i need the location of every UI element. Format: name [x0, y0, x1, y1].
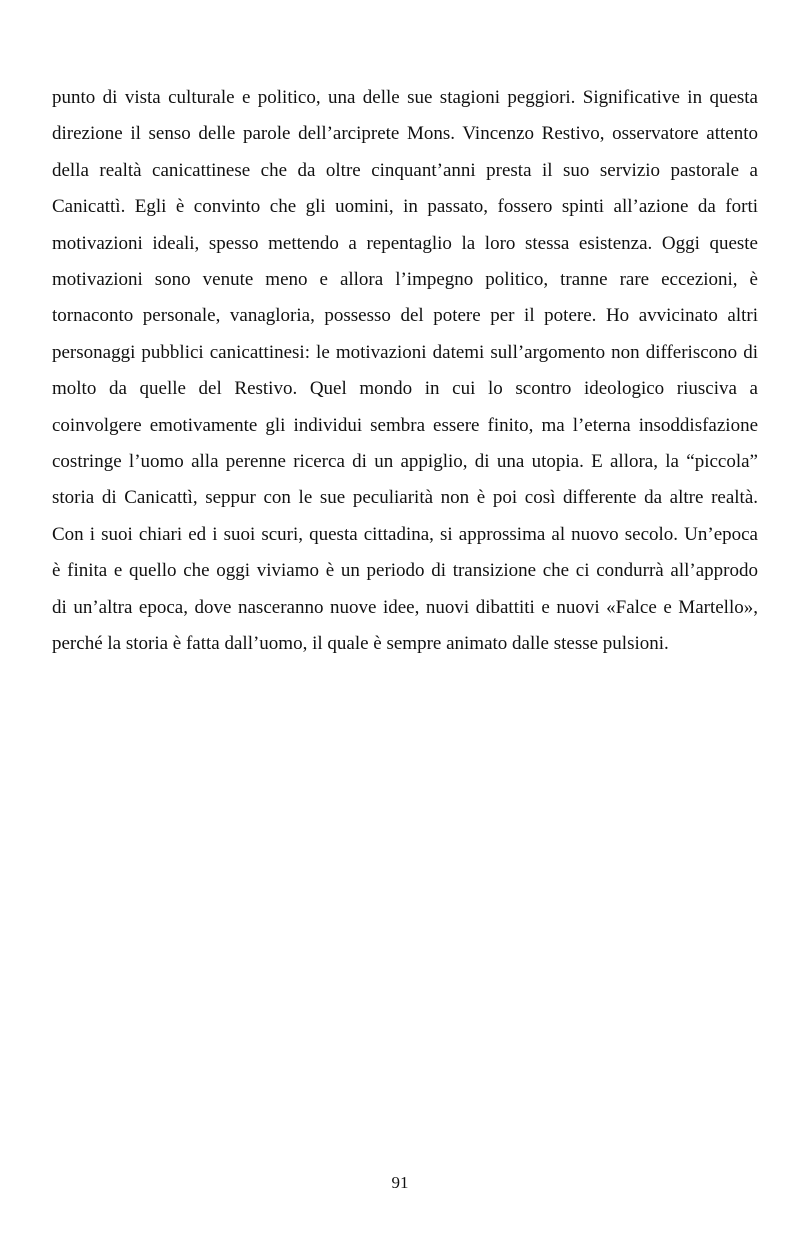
- text-line: Con i suoi chiari ed i suoi scuri, questa cittadina, si approssima al nuovo secolo. Un’epoca: [52, 523, 758, 545]
- text-line: tornaconto personale, vanagloria, possesso del potere per il potere. Ho avvicinato altri: [52, 305, 758, 327]
- page-number: 91: [391, 1173, 409, 1192]
- text-line: Canicattì. Egli è convinto che gli uomini, in passato, fossero spinti all’azione da forti: [52, 196, 758, 218]
- text-line: motivazioni ideali, spesso mettendo a repentaglio la loro stessa esistenza. Oggi queste: [52, 232, 758, 254]
- text-line: storia di Canicattì, seppur con le sue peculiarità non è poi così differente da altre realtà.: [52, 487, 758, 509]
- text-line: di un’altra epoca, dove nasceranno nuove idee, nuovi dibattiti e nuovi «Falce e Martello»,: [52, 596, 758, 618]
- text-line: coinvolgere emotivamente gli individui sembra essere finito, ma l’eterna insoddisfazione: [52, 414, 758, 436]
- text-line: costringe l’uomo alla perenne ricerca di un appiglio, di una utopia. E allora, la “piccola”: [52, 451, 758, 473]
- text-line: direzione il senso delle parole dell’arciprete Mons. Vincenzo Restivo, osservatore attento: [52, 123, 758, 145]
- text-line: è finita e quello che oggi viviamo è un periodo di transizione che ci condurrà all’approdo: [52, 560, 758, 582]
- text-line: punto di vista culturale e politico, una delle sue stagioni peggiori. Significative in questa: [52, 87, 758, 108]
- text-line-last: perché la storia è fatta dall’uomo, il quale è sempre animato dalle stesse pulsioni.: [52, 633, 669, 655]
- text-line: molto da quelle del Restivo. Quel mondo in cui lo scontro ideologico riusciva a: [52, 378, 758, 400]
- body-paragraph: [52, 80, 758, 663]
- text-line: personaggi pubblici canicattinesi: le motivazioni datemi sull’argomento non differiscono di: [52, 341, 758, 363]
- text-line: della realtà canicattinese che da oltre cinquant’anni presta il suo servizio pastorale a: [52, 159, 758, 181]
- text-line: motivazioni sono venute meno e allora l’impegno politico, tranne rare eccezioni, è: [52, 269, 758, 291]
